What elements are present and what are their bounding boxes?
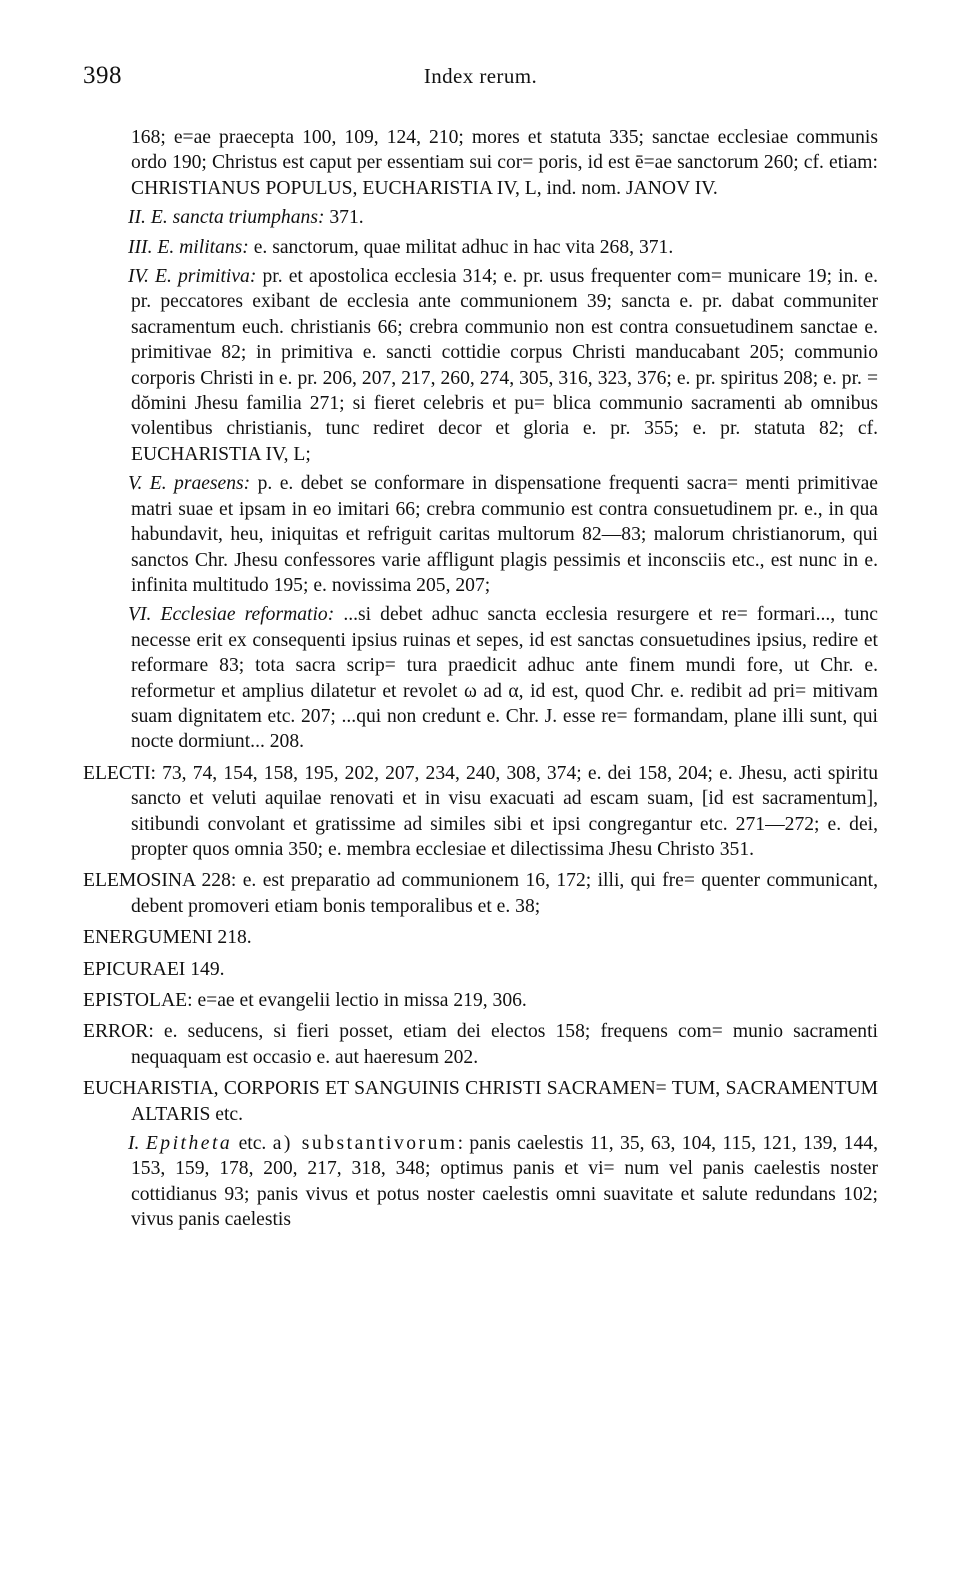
subentry-number: II. <box>128 207 146 229</box>
subentry-v <box>83 471 878 598</box>
subentry-heading: E. primitiva: <box>155 266 257 288</box>
subentry-iii <box>83 235 878 260</box>
running-title: Index rerum. <box>423 64 538 88</box>
entry-epistolae <box>83 988 878 1013</box>
subentry-heading: E. militans: <box>157 236 249 258</box>
subentry-subheading: a) substantivorum <box>272 1133 458 1155</box>
entry-eucharistia <box>83 1076 878 1127</box>
entry-text: ELECTI: 73, 74, 154, 158, 195, 202, 207, 234, 240, 308, 374; e. dei 158, 204; e. Jhesu, acti spiritu sancto et veluti aquilae renovati et in visu exacuati ad escam suam, [id est sacramentum], sitibundi convolant et gratissime ad similes sibi et ipsi congregantur etc. 271—272; e. dei, propter quos omnia 350; e. membra ecclesiae et dilectissima Jhesu Christo 351. <box>83 762 878 860</box>
subentry-heading-suffix: etc. <box>232 1133 273 1155</box>
subentry-number: V. <box>128 473 143 495</box>
entry-text: 371. <box>324 207 364 229</box>
entry-text: 168; e=ae praecepta 100, 109, 124, 210; mores et statuta 335; sanctae ecclesiae communis ordo 190; Christus est caput per essentiam sui cor= poris, id est ē=ae sanctorum 260; cf. etiam: CHRISTIANUS POPULUS, EUCHARISTIA IV, L, ind. nom. JANOV IV. <box>131 127 878 199</box>
subentry-iv <box>83 264 878 467</box>
subentry-heading: E. praesens: <box>149 473 251 495</box>
entry-text: pr. et apostolica ecclesia 314; e. pr. usus frequenter com= municare 19; in. e. pr. peccatores exibant de ecclesia ante communionem 39; sancta e. pr. dabat communiter sacramentum euch. christianis 66; crebra communio non est contra consuetudinem sanctae e. primitivae 82; in primitiva e. sancti cottidie corpus Christi manducabant 205; communio corporis Christi in e. pr. 206, 207, 217, 260, 274, 305, 316, 323, 376; e. pr. spiritus 208; e. pr. = dŏmini Jhesu familia 271; si fieret celebris et pu= blica communio sacramenti ab omnibus volentibus christianis, tunc rediret decor et gloria e. pr. 355; e. pr. statuta 82; cf. EUCHARISTIA IV, L; <box>131 266 879 465</box>
entry-text: EUCHARISTIA, CORPORIS ET SANGUINIS CHRISTI SACRAMEN= TUM, SACRAMENTUM ALTARIS etc. <box>83 1078 878 1125</box>
subentry-vi <box>83 602 878 754</box>
entry-text: ELEMOSINA 228: e. est preparatio ad communionem 16, 172; illi, qui fre= quenter communicant, debent promoveri etiam bonis temporalibus et e. 38; <box>83 870 878 917</box>
subentry-ii <box>83 205 878 230</box>
entry-continuation <box>83 125 878 201</box>
entry-text: : panis caelestis 11, 35, 63, 104, 115, 121, 139, 144, 153, 159, 178, 200, 217, 318, 348; optimus panis et vi= num vel panis caelestis noster cottidianus 93; panis vivus et potus noster caelestis omni suavitate et salute redundans 102; vivus panis caelestis <box>131 1133 878 1231</box>
entry-text: ...si debet adhuc sancta ecclesia resurgere et re= formari..., tunc necesse erit ex consequenti ipsius ruinas et sepes, id est sanctas consuetudines ipsius, redire et reformare 83; tota sacra scrip= tura praedicit adhuc ante finem mundi fore, ut Chr. e. reformetur et amplius dilatetur et revolet ω ad α, id est, quod Chr. e. redibit ad pri= mitivam suam dignitatem etc. 207; ...qui non credunt e. Chr. J. esse re= formandam, plane illi sunt, qui nocte dormiunt... 208. <box>131 604 878 753</box>
subentry-number: I. <box>128 1133 140 1155</box>
entry-text: EPISTOLAE: e=ae et evangelii lectio in missa 219, 306. <box>83 990 527 1011</box>
entry-energumeni <box>83 925 878 950</box>
entry-text: EPICURAEI 149. <box>83 958 225 980</box>
entry-error <box>83 1019 878 1070</box>
index-body <box>83 125 878 1237</box>
entry-text: ERROR: e. seducens, si fieri posset, etiam dei electos 158; frequens com= munio sacramenti nequaquam est occasio e. aut haeresum 202. <box>83 1021 878 1068</box>
entry-elemosina <box>83 868 878 919</box>
entry-text: e. sanctorum, quae militat adhuc in hac vita 268, 371. <box>248 236 674 258</box>
page-header <box>83 62 878 94</box>
entry-text: ENERGUMENI 218. <box>83 927 252 949</box>
subentry-heading: Ecclesiae reformatio: <box>160 604 335 626</box>
subentry-number: IV. <box>128 266 149 288</box>
page-number: 398 <box>83 62 122 89</box>
subentry-number: III. <box>128 236 153 258</box>
subentry-number: VI. <box>128 604 152 626</box>
entry-text: p. e. debet se conformare in dispensatione frequenti sacra= menti primitivae matri suae et ipsam in eo imitari 66; crebra communio est contra consuetudinem pr. e., in qua habundavit, heu, iniquitas et refriguit caritas multorum 82—83; malorum christianorum, qui sanctos Chr. Jhesu confessores varie affligunt plagis pessimis et inconsciis etc., est nunc in e. infinita multitudo 195; e. novissima 205, 207; <box>131 473 878 596</box>
entry-epicuraei <box>83 957 878 982</box>
entry-electi <box>83 761 878 863</box>
subentry-heading: E. sancta triumphans: <box>150 207 325 229</box>
subentry-i-epitheta <box>83 1131 878 1233</box>
subentry-heading: Epitheta <box>145 1133 233 1155</box>
